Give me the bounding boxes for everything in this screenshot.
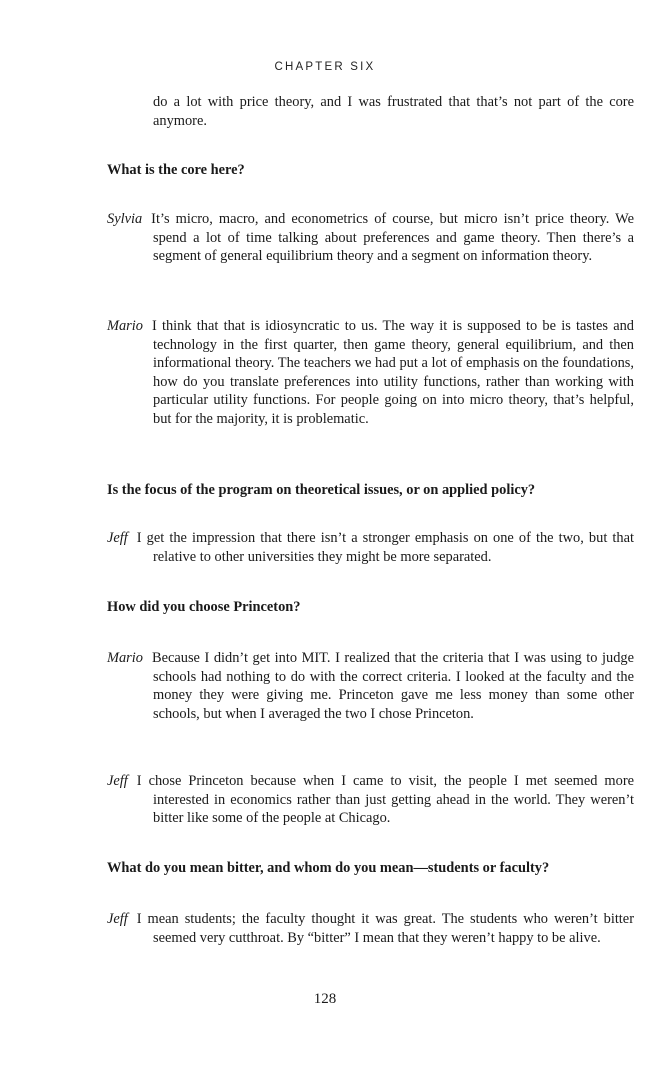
speech-text: I chose Princeton because when I came to visit, the people I met seemed more interested in economics rather than just getting ahead in the world. They weren’t bitter like some of the people at Chicago.	[136, 773, 634, 827]
speaker-name: Jeff	[107, 773, 128, 789]
speaker-name: Mario	[107, 650, 143, 666]
speech-text: I think that that is idiosyncratic to us. The way it is supposed to be is tastes and technology in the first quarter, then game theory, general equilibrium, and then informational theory. The teachers we had put a lot of emphasis on the foundations, how do you translate preferences into utility functions, rather than working with particular utility functions. For people going on into micro theory, that’s helpful, but for the majority, it is problematic.	[151, 318, 634, 427]
speech-mario	[107, 317, 634, 429]
speech-text: It’s micro, macro, and econometrics of course, but micro isn’t price theory. We spend a lot of time talking about preferences and game theory. Then there’s a segment of general equilibrium theory and a segment on information theory.	[151, 211, 634, 265]
page-number: 128	[313, 991, 337, 1007]
speech-sylvia	[107, 210, 634, 266]
speech-text: Because I didn’t get into MIT. I realized that the criteria that I was using to judge schools had nothing to do with the correct criteria. I looked at the faculty and the money they were giving me. Princeton gave me less money than some other schools, but when I averaged the two I chose Princeton.	[151, 650, 634, 722]
interviewer-question: How did you choose Princeton?	[107, 599, 301, 615]
speech-text: I get the impression that there isn’t a stronger emphasis on one of the two, but that relative to other universities they might be more separated.	[136, 530, 634, 565]
speaker-name: Sylvia	[107, 211, 143, 227]
speech-text: I mean students; the faculty thought it was great. The students who weren’t bitter seemed very cutthroat. By “bitter” I mean that they weren’t happy to be alive.	[136, 911, 634, 946]
speech-jeff	[107, 772, 634, 828]
speech-jeff	[107, 910, 634, 947]
speaker-name: Mario	[107, 318, 143, 334]
running-head: CHAPTER SIX	[274, 61, 376, 73]
speaker-name: Jeff	[107, 530, 128, 546]
interviewer-question: What is the core here?	[107, 162, 245, 178]
speech-mario	[107, 649, 634, 723]
continuation-paragraph: do a lot with price theory, and I was frustrated that that’s not part of the core anymore.	[153, 94, 634, 129]
speaker-name: Jeff	[107, 911, 128, 927]
speech-jeff	[107, 529, 634, 566]
interviewer-question: Is the focus of the program on theoretical issues, or on applied policy?	[107, 482, 536, 498]
interviewer-question: What do you mean bitter, and whom do you mean—students or faculty?	[107, 860, 550, 876]
